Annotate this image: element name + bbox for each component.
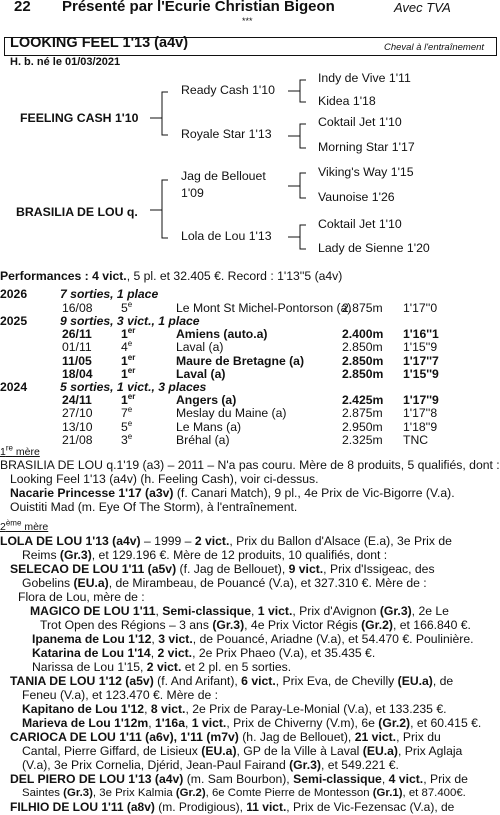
second-dam-line-16: Cantal, Pierre Giffard, de Lisieux (EU.a), GP de la Ville à Laval (EU.a), Prix Aglaja [22,744,463,758]
performance-summary [0,269,342,284]
race-date: 16/08 [62,300,93,315]
race-time: 1'15''9 [403,366,439,381]
race-place: 4e [121,339,133,355]
race-place: 7e [121,405,133,421]
performance-year-header [0,314,500,328]
race-time: 1'16''1 [403,327,439,342]
race-row [0,433,500,447]
performance-year-header [0,287,500,301]
race-place: 1er [121,326,136,342]
pedigree-sire: FEELING CASH 1'10 [20,111,139,125]
race-time: 1'17''0 [403,300,438,315]
second-dam-line-1: LOLA DE LOU 1'13 (a4v) – 1999 – 2 vict., Prix du Ballon d'Alsace (E.a), 3e Prix de [0,534,452,548]
race-distance: 2.850m [342,340,383,355]
race-time: 1'15''9 [403,340,438,355]
race-distance: 2.950m [342,419,383,434]
race-place: 5e [121,299,133,315]
race-time: 1'17''7 [403,353,439,368]
race-name: Amiens (auto.a) [176,327,268,342]
vat-note: Avec TVA [394,0,451,15]
race-time: 1'17''9 [403,393,439,408]
second-dam-line-20: FILHIO DE LOU 1'11 (a8v) (m. Prodigious), 11 vict., Prix de Vic-Fezensac (V.a), de [10,800,455,814]
horse-birth: H. b. né le 01/03/2021 [10,56,121,68]
race-time: TNC [403,432,429,447]
race-place: 1er [121,365,136,381]
race-row [0,340,500,354]
pedigree-dam-sire: Jag de Bellouet [181,169,266,183]
second-dam-line-9: Katarina de Lou 1'14, 2 vict., 2e Prix Phaeo (V.a), et 35.435 €. [32,646,376,660]
race-distance: 2.875m [342,406,383,421]
header-stars: *** [242,16,253,26]
first-dam-product-1: Looking Feel 1'13 (a4v) (h. Feeling Cash), voir ci-dessus. [10,472,319,486]
performance-year-summary: 7 sorties, 1 place [60,287,159,301]
race-row [0,327,500,341]
second-dam-title: 2ème mère [0,518,49,533]
performance-rest: , 5 pl. et 32.405 €. Record : 1'13''5 (a4v) [126,269,343,283]
second-dam-line-6: MAGICO DE LOU 1'11, Semi-classique, 1 vict., Prix d'Avignon (Gr.3), 2e Le [30,604,449,618]
second-dam-line-19: Saintes (Gr.3), 3e Prix Kalmia (Gr.2), 6e Comte Pierre de Montesson (Gr.1), et 87.400€. [22,787,466,799]
performance-year: 2026 [0,287,28,301]
race-distance: 2.325m [342,432,383,447]
race-date: 27/10 [62,406,93,421]
second-dam-line-18: DEL PIERO DE LOU 1'13 (a4v) (m. Sam Bourbon), Semi-classique, 4 vict., Prix de [10,772,468,786]
race-row [0,354,500,368]
race-distance: 2.875m [342,300,383,315]
race-name: Meslay du Maine (a) [176,406,287,421]
horse-status: Cheval à l'entraînement [384,42,485,53]
race-time: 1'17''8 [403,406,438,421]
performance-label: Performances : [0,269,93,283]
race-row [0,367,500,381]
performance-victories: 4 vict. [92,269,127,283]
race-name: Maure de Bretagne (a) [176,353,304,368]
second-dam-line-14: Marieva de Lou 1'12m, 1'16a, 1 vict., Prix de Chiverny (V.m), 6e (Gr.2), et 60.415 €. [22,716,482,730]
race-distance: 2.400m [342,327,384,342]
second-dam-line-4: Gobelins (EU.a), de Mirambeau, de Pouancé (V.a), et 327.310 €. Mère de : [22,576,427,590]
second-dam-line-8: Ipanema de Lou 1'12, 3 vict., de Pouancé, Ariadne (V.a), et 54.470 €. Poulinière. [32,632,474,646]
first-dam-title: 1re mère [0,443,40,458]
race-name: Angers (a) [176,393,237,408]
pedigree-dam: BRASILIA DE LOU q. [16,205,138,219]
race-row [0,301,500,315]
race-row [0,406,500,420]
pedigree-dd-dam: Lady de Sienne 1'20 [318,241,430,255]
performance-year-header [0,380,500,394]
second-dam-line-15: CARIOCA DE LOU 1'11 (a6v), 1'11 (m7v) (h. Jag de Bellouet), 21 vict., Prix du [10,730,441,744]
performance-year-summary: 9 sorties, 3 vict., 1 place [60,313,200,328]
pedigree-sire-sire: Ready Cash 1'10 [181,83,275,97]
pedigree-sire-dam: Royale Star 1'13 [181,127,272,141]
race-name: Laval (a) [176,340,224,355]
second-dam-line-10: Narissa de Lou 1'15, 2 vict. et 2 pl. en 5 sorties. [32,660,292,674]
race-date: 18/04 [62,366,93,381]
lot-number: 22 [14,0,31,15]
second-dam-line-12: Feneu (V.a), et 123.470 €. Mère de : [22,688,219,702]
second-dam-line-11: TANIA DE LOU 1'12 (a5v) (f. And Arifant), 6 vict., Prix Eva, de Chevilly (EU.a), de [10,674,454,688]
race-date: 13/10 [62,419,93,434]
race-time: 1'18''9 [403,419,438,434]
consignor-title: Présenté par l'Ecurie Christian Bigeon [62,0,335,15]
race-distance: 2.850m [342,353,384,368]
race-place: 3e [121,431,133,447]
first-dam-intro: BRASILIA DE LOU q.1'19 (a3) – 2011 – N'a pas couru. Mère de 8 produits, 5 qualifiés, dont : [0,458,500,472]
race-date: 01/11 [62,340,92,355]
second-dam-line-3: SELECAO DE LOU 1'11 (a5v) (f. Jag de Bellouet), 9 vict., Prix d'Issigeac, des [10,562,435,576]
race-name: Bréhal (a) [176,432,230,447]
pedigree-ss-sire: Indy de Vive 1'11 [318,71,411,85]
pedigree-dd-sire: Coktail Jet 1'10 [318,217,402,231]
race-row [0,393,500,407]
first-dam-product-2: Nacarie Princesse 1'17 (a3v) (f. Canari Match), 9 pl., 4e Prix de Vic-Bigorre (V.a). [10,486,455,500]
second-dam-line-17: (V.a), 3e Prix Cornelia, Djérid, Jean-Paul Fairand (Gr.3), et 549.221 €. [22,758,399,772]
second-dam-line-5: Flora de Lou, mère de : [18,590,145,604]
pedigree-dam-dam: Lola de Lou 1'13 [181,229,272,243]
second-dam-line-13: Kapitano de Lou 1'12, 8 vict., 2e Prix de Paray-Le-Monial (V.a), et 133.235 €. [22,702,447,716]
race-place: 1er [121,352,136,368]
first-dam-product-3: Ouistiti Mad (m. Eye Of The Storm), à l'entraînement. [10,500,298,514]
race-place: 5e [121,418,133,434]
pedigree-sd-sire: Coktail Jet 1'10 [318,115,402,129]
pedigree-brackets [0,0,500,270]
performance-year-summary: 5 sorties, 1 vict., 3 places [60,379,207,394]
race-date: 24/11 [62,393,92,408]
pedigree-ss-dam: Kidea 1'18 [318,94,376,108]
performance-year: 2024 [0,379,28,394]
pedigree-ds-sire: Viking's Way 1'15 [318,165,414,179]
race-place: 1er [121,392,136,408]
pedigree-sd-dam: Morning Star 1'17 [318,140,415,154]
race-distance: 2.850m [342,366,384,381]
pedigree-dam-sire-record: 1'09 [181,186,204,200]
race-date: 26/11 [62,327,92,342]
second-dam-line-2: Reims (Gr.3), et 129.196 €. Mère de 12 produits, 10 qualifiés, dont : [22,548,388,562]
race-name: Laval (a) [176,366,226,381]
pedigree-ds-dam: Vaunoise 1'26 [318,190,395,204]
race-date: 11/05 [62,353,92,368]
performance-year: 2025 [0,313,28,328]
race-row [0,420,500,434]
race-date: 21/08 [62,432,93,447]
race-name: Le Mont St Michel-Pontorson (a) [176,300,352,315]
second-dam-line-7: Trot Open des Régions – 3 ans (Gr.3), 4e Prix Victor Régis (Gr.2), et 166.840 €. [40,618,471,632]
horse-name: LOOKING FEEL 1'13 (a4v) [10,35,189,51]
race-name: Le Mans (a) [176,419,242,434]
race-distance: 2.425m [342,393,384,408]
